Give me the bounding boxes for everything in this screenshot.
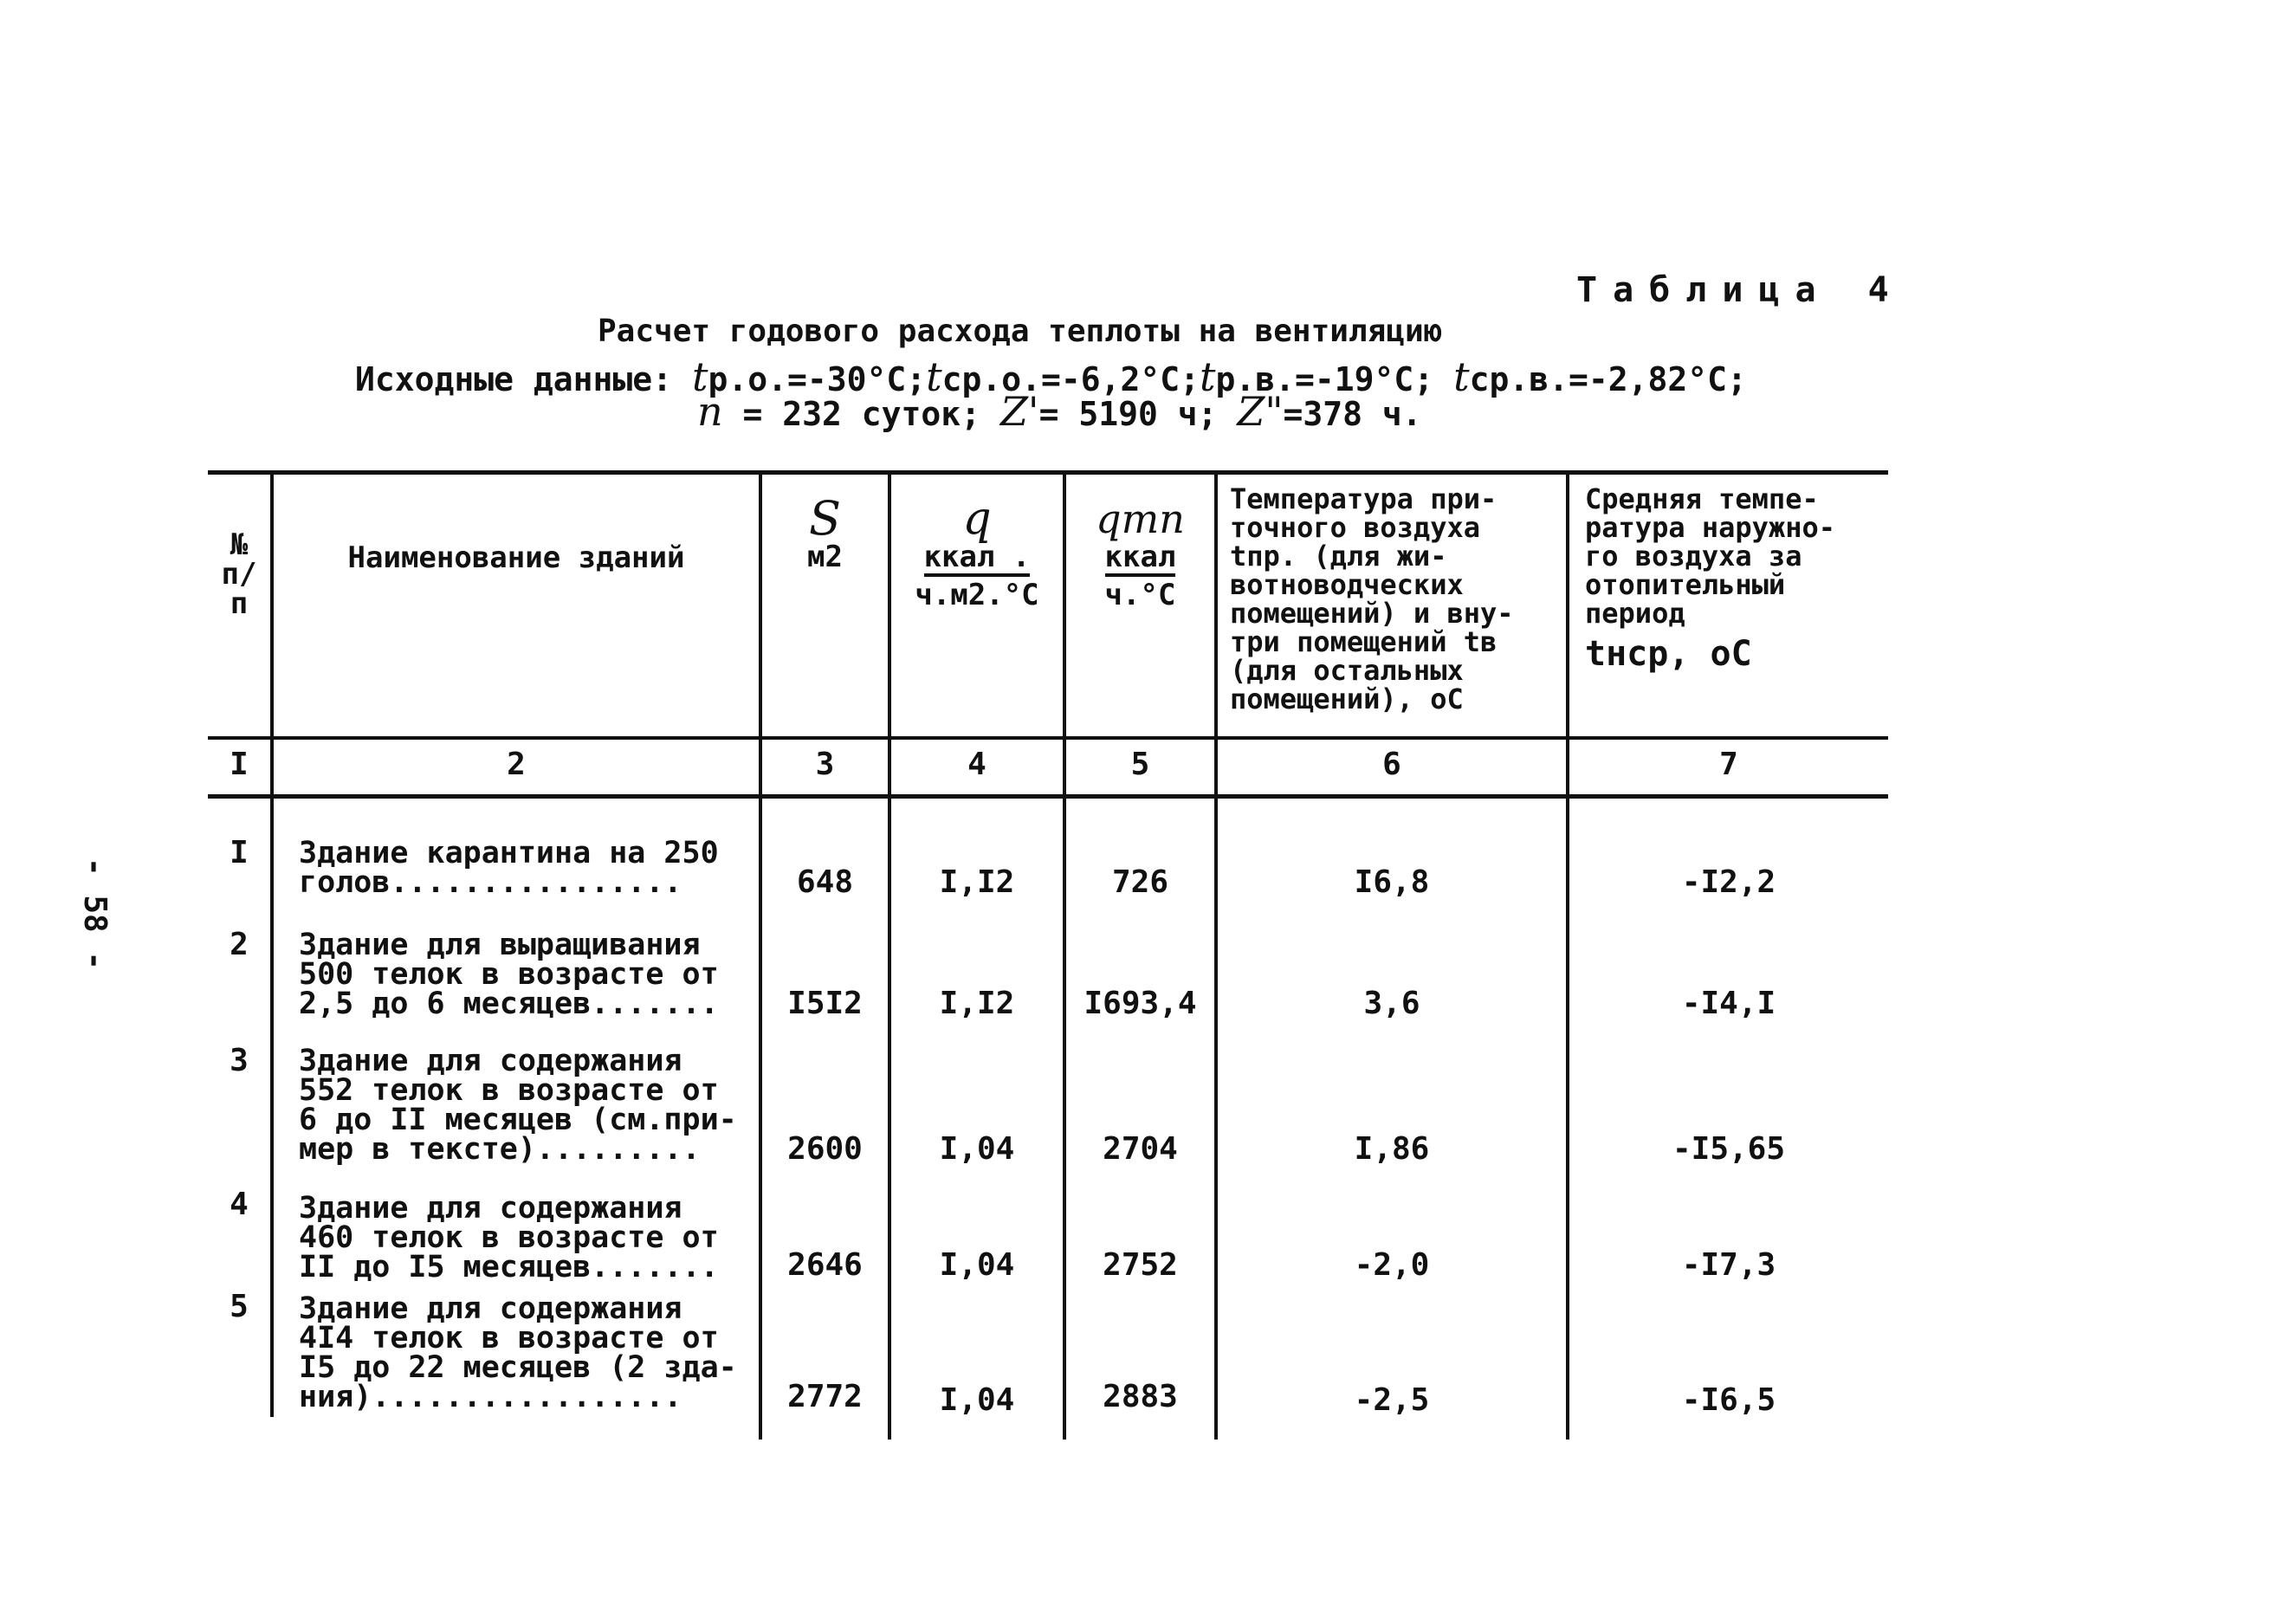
t-symbol: t	[1200, 353, 1216, 400]
name-line: 2,5 до 6 месяцев.......	[299, 987, 719, 1021]
outdoor-temp-symbol: tнср, оС	[1585, 634, 1752, 674]
header-line: отопительный	[1585, 568, 1786, 601]
row-inflow-temp: 3,6	[1363, 986, 1420, 1021]
row-outdoor-temp: -I5,65	[1672, 1131, 1786, 1167]
table-row-number: 3	[230, 1043, 249, 1078]
header-line: период	[1585, 597, 1685, 630]
t-srv: ср.в.=-2,82°С;	[1469, 360, 1747, 398]
name-line: ния).................	[299, 1380, 682, 1414]
header-line: ратура наружно-	[1585, 511, 1835, 544]
name-line: II до I5 месяцев.......	[299, 1250, 719, 1284]
area-unit: м2	[807, 540, 843, 574]
col-number: 6	[1382, 747, 1401, 782]
table-label: Таблица 4	[1576, 270, 1905, 310]
name-line: I5 до 22 месяцев (2 зда-	[299, 1350, 737, 1385]
name-line: голов................	[299, 865, 682, 900]
area-symbol: S	[809, 491, 841, 546]
table-row-name	[299, 836, 758, 900]
header-area	[762, 491, 888, 574]
t-sro: ср.о.=-6,2°С;	[941, 360, 1200, 398]
row-inflow-temp: I6,8	[1354, 864, 1430, 900]
name-line: мер в тексте).........	[299, 1132, 701, 1167]
page-number: - 58 -	[77, 857, 113, 971]
header-number-label: № п/п	[221, 527, 257, 621]
name-line: Здание карантина на 250	[299, 836, 719, 870]
row-area: 648	[796, 864, 854, 900]
heat-loss-unit-bottom: ч.°С	[1104, 578, 1176, 612]
header-line: Средняя темпе-	[1585, 482, 1819, 515]
z2-symbol: Z"	[1237, 388, 1284, 435]
header-heat-loss	[1066, 495, 1214, 610]
row-area: 2772	[787, 1379, 863, 1414]
initial-data-prefix: Исходные данные:	[355, 360, 673, 398]
z1-value: = 5190 ч;	[1038, 395, 1218, 433]
header-line: помещений), оС	[1230, 683, 1464, 715]
row-outdoor-temp: -I7,3	[1681, 1247, 1776, 1283]
row-area: I5I2	[787, 986, 863, 1021]
heat-loss-unit-top	[1066, 542, 1214, 577]
specific-heat-unit-top	[891, 542, 1063, 577]
header-line: (для остальных	[1230, 654, 1464, 687]
col-number: 5	[1130, 747, 1150, 782]
row-specific-heat: I,04	[939, 1247, 1015, 1283]
col-divider-2	[759, 473, 762, 1440]
table-row-name	[299, 1291, 758, 1414]
name-line: Здание для содержания	[299, 1191, 682, 1226]
header-inflow-temperature	[1230, 482, 1568, 715]
row-specific-heat: I,04	[939, 1131, 1015, 1167]
initial-data-line-2	[697, 388, 1422, 435]
table-row-name	[299, 930, 758, 1019]
table-row-number: 4	[230, 1187, 249, 1222]
col-number: I	[230, 747, 249, 782]
name-line: 6 до II месяцев (см.при-	[299, 1103, 737, 1137]
row-outdoor-temp: -I4,I	[1681, 986, 1776, 1021]
name-line: Здание для выращивания	[299, 928, 701, 962]
row-outdoor-temp: -I6,5	[1681, 1382, 1776, 1418]
row-heat-loss: 2883	[1103, 1379, 1178, 1414]
row-inflow-temp: -2,0	[1354, 1247, 1430, 1283]
header-line: го воздуха за	[1585, 540, 1802, 573]
t-symbol: t	[691, 353, 708, 400]
header-line: три помещений tв	[1230, 625, 1498, 658]
t-ro: р.о.=-30°С;	[708, 360, 927, 398]
name-line: 4I4 телок в возрасте от	[299, 1321, 719, 1355]
header-line: Температура при-	[1230, 482, 1498, 515]
colnum-bottom-rule	[208, 794, 1888, 799]
specific-heat-unit-top-text: ккал .	[924, 542, 1031, 577]
table-row-name	[299, 1191, 758, 1284]
header-line: помещений) и вну-	[1230, 597, 1514, 630]
row-outdoor-temp: -I2,2	[1681, 864, 1776, 900]
table-caption: Расчет годового расхода теплоты на вентиляцию	[598, 314, 1443, 349]
specific-heat-symbol: q	[962, 493, 992, 545]
row-specific-heat: I,I2	[939, 986, 1015, 1021]
name-line: Здание для содержания	[299, 1291, 682, 1326]
row-heat-loss: 2704	[1103, 1131, 1178, 1167]
table-row-number: 2	[230, 927, 249, 962]
row-specific-heat: I,I2	[939, 864, 1015, 900]
header-specific-heat	[891, 495, 1063, 610]
t-symbol: t	[1453, 353, 1470, 400]
row-area: 2600	[787, 1131, 863, 1167]
table-top-rule	[208, 470, 1888, 475]
n-symbol: n	[697, 388, 723, 435]
col-number: 4	[967, 747, 986, 782]
col-divider-5	[1214, 473, 1218, 1440]
header-building-name: Наименование зданий	[347, 540, 685, 575]
header-line: tпр. (для жи-	[1230, 540, 1447, 573]
heat-loss-unit-top-text: ккал	[1105, 542, 1176, 577]
header-line: вотноводческих	[1230, 568, 1464, 601]
row-inflow-temp: -2,5	[1354, 1382, 1430, 1418]
t-rv: р.в.=-19°С;	[1215, 360, 1434, 398]
row-heat-loss: 2752	[1103, 1247, 1178, 1283]
name-line: 552 телок в возрасте от	[299, 1073, 719, 1108]
col-divider-3	[888, 473, 891, 1440]
z1-symbol: Z'	[999, 388, 1039, 435]
name-line: Здание для содержания	[299, 1044, 682, 1078]
table-row-name	[299, 1044, 758, 1167]
col-divider-1	[270, 473, 274, 1417]
table-row-number: I	[230, 835, 249, 870]
header-bottom-rule	[208, 736, 1888, 740]
name-line: 500 телок в возрасте от	[299, 957, 719, 992]
col-divider-4	[1063, 473, 1066, 1440]
row-heat-loss: I693,4	[1084, 986, 1197, 1021]
row-specific-heat: I,04	[939, 1382, 1015, 1418]
z2-value: =378 ч.	[1283, 395, 1422, 433]
col-number: 7	[1719, 747, 1738, 782]
n-value: = 232 суток;	[742, 395, 981, 433]
col-number: 2	[507, 747, 526, 782]
table-row-number: 5	[230, 1289, 249, 1324]
header-number	[208, 527, 270, 621]
row-inflow-temp: I,86	[1354, 1131, 1430, 1167]
name-line: 460 телок в возрасте от	[299, 1220, 719, 1255]
header-outdoor-temperature	[1585, 482, 1897, 674]
heat-loss-symbol: qтп	[1096, 495, 1185, 542]
col-number: 3	[815, 747, 835, 782]
t-symbol: t	[926, 353, 942, 400]
row-area: 2646	[787, 1247, 863, 1283]
specific-heat-unit-bottom: ч.м2.°С	[915, 578, 1039, 612]
header-line: точного воздуха	[1230, 511, 1480, 544]
row-heat-loss: 726	[1111, 864, 1169, 900]
